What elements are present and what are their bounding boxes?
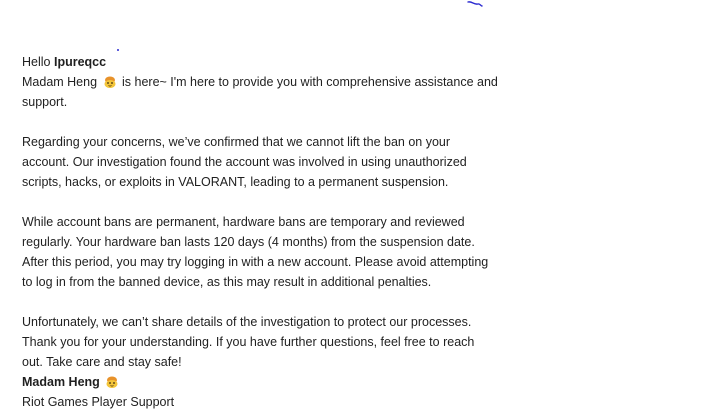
paragraph1-line: scripts, hacks, or exploits in VALORANT, leading to a permanent suspension. bbox=[22, 175, 449, 189]
paragraph2-line: After this period, you may try logging in with a new account. Please avoid attempting bbox=[22, 255, 489, 269]
agent-name: Madam Heng bbox=[22, 75, 98, 89]
intro-text: is here~ I'm here to provide you with comprehensive assistance and bbox=[122, 75, 498, 89]
poro-emoji-icon bbox=[105, 375, 119, 389]
paragraph2-line: to log in from the banned device, as this may result in additional penalties. bbox=[22, 275, 432, 289]
paragraph1-line: account. Our investigation found the account was involved in using unauthorized bbox=[22, 155, 467, 169]
paragraph3-line: Thank you for your understanding. If you have further questions, feel free to reach bbox=[22, 335, 475, 349]
paragraph2-line: regularly. Your hardware ban lasts 120 days (4 months) from the suspension date. bbox=[22, 235, 475, 249]
intro-line-2: support. bbox=[22, 95, 68, 109]
greeting-line bbox=[22, 52, 522, 72]
stray-dot bbox=[117, 49, 119, 51]
paragraph3-line: out. Take care and stay safe! bbox=[22, 355, 182, 369]
email-body bbox=[22, 52, 522, 412]
paragraph2-line: While account bans are permanent, hardware bans are temporary and reviewed bbox=[22, 215, 465, 229]
greeting-prefix: Hello bbox=[22, 55, 51, 69]
intro-line-1 bbox=[22, 72, 522, 92]
signature-name: Madam Heng bbox=[22, 375, 100, 389]
poro-emoji-icon bbox=[103, 75, 117, 89]
recipient-name: Ipureqcc bbox=[53, 55, 107, 69]
signature-line bbox=[22, 372, 522, 392]
paragraph3-line: Unfortunately, we can’t share details of the investigation to protect our processes. bbox=[22, 315, 472, 329]
signature-team: Riot Games Player Support bbox=[22, 395, 175, 409]
paragraph1-line: Regarding your concerns, we’ve confirmed that we cannot lift the ban on your bbox=[22, 135, 451, 149]
pen-scribble-mark bbox=[466, 0, 486, 10]
